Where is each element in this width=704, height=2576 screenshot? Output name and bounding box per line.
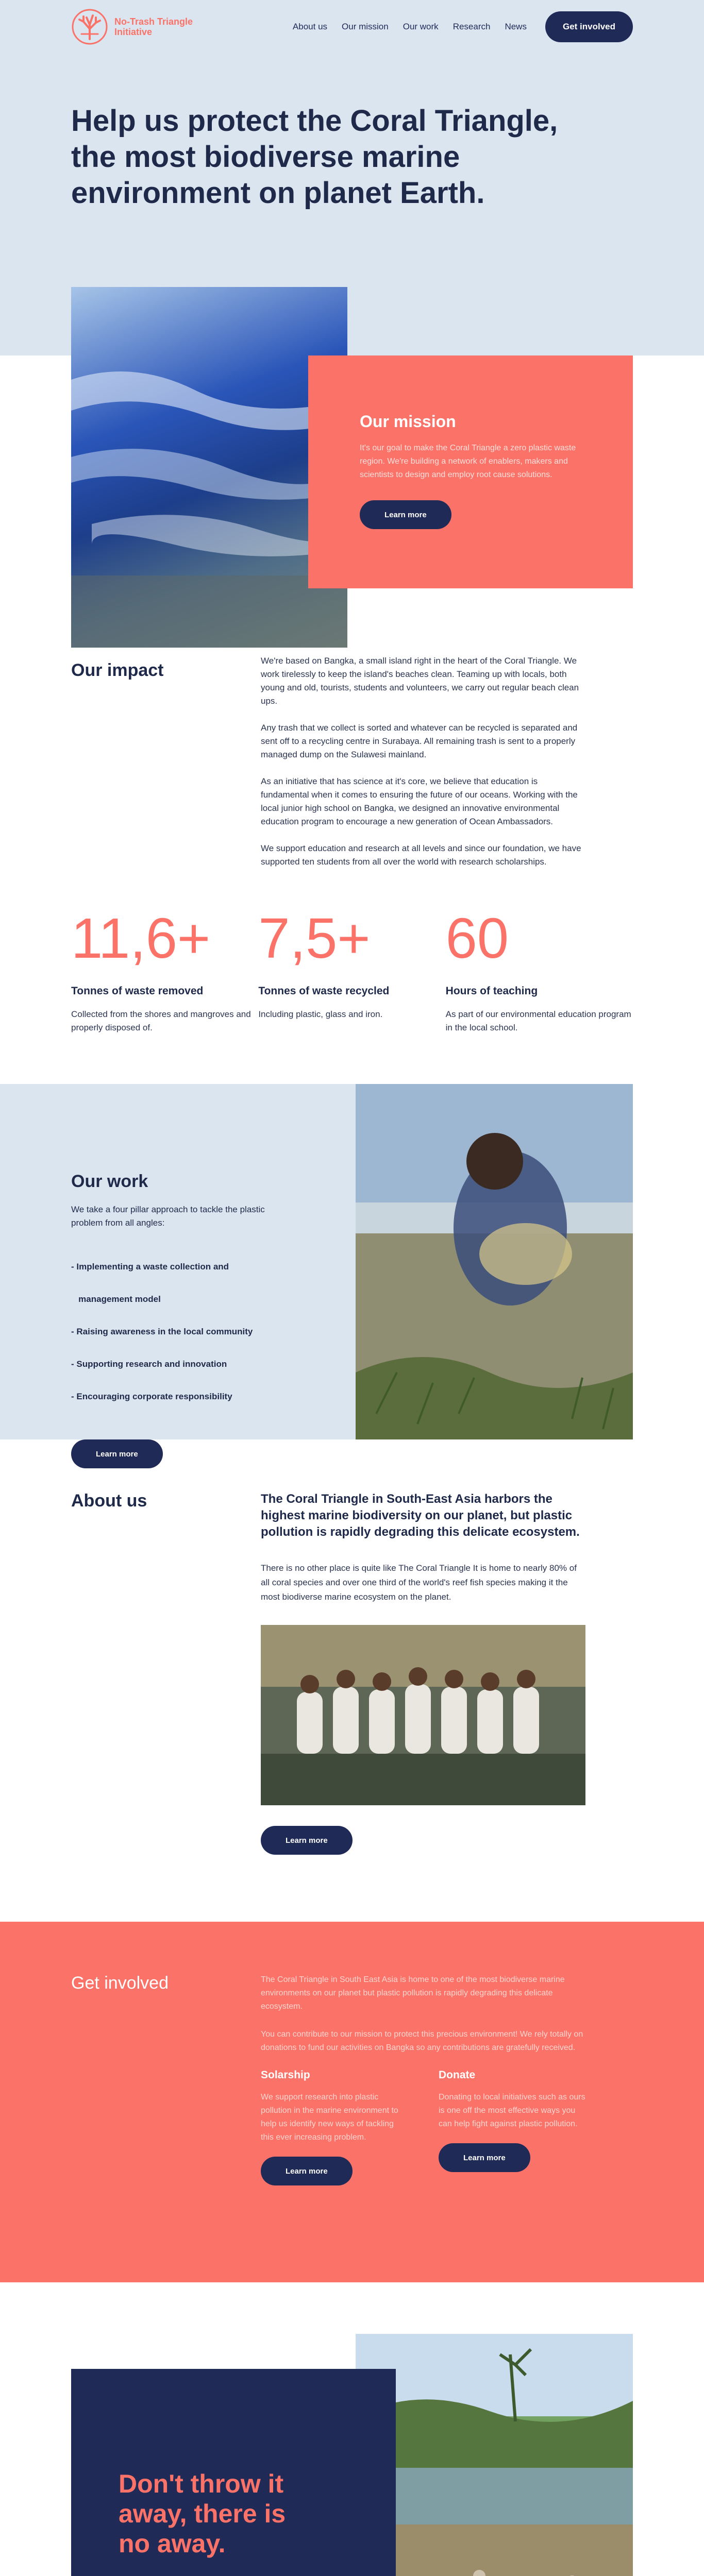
slogan-card xyxy=(71,2369,396,2576)
stat-title: Tonnes of waste removed xyxy=(71,985,204,997)
stat-title: Tonnes of waste recycled xyxy=(258,985,390,997)
impact-paragraph: We support education and research at all levels and since our foundation, we have supported ten students from all over the world with research scholarships. xyxy=(261,843,581,867)
get-involved-button[interactable]: Get involved xyxy=(545,11,633,42)
stat-number: 7,5+ xyxy=(258,907,371,970)
mission-photo-waves xyxy=(71,287,347,648)
about-body: There is no other place is quite like The Coral Triangle It is home to nearly 80% of all coral species and over one third of the world's reef fish species making it the most biodiverse marine ecosystem on the planet. xyxy=(261,1563,577,1602)
stat-number: 11,6+ xyxy=(71,907,211,970)
pillar-item: management model xyxy=(71,1294,161,1304)
donate-card xyxy=(439,2069,585,2185)
mission-title: Our mission xyxy=(360,412,456,431)
coral-logo-icon xyxy=(71,8,108,45)
mission-section xyxy=(0,355,704,654)
nav-links xyxy=(293,22,527,32)
about-section xyxy=(0,1439,704,1855)
stat-description: Collected from the shores and mangroves and properly disposed of. xyxy=(71,1009,251,1032)
impact-paragraph: Any trash that we collect is sorted and whatever can be recycled is separated and sent off to a recycling centre in Surabaya. All remaining trash is sent to a properly managed dump on the Sulawesi mainland. xyxy=(261,723,578,759)
get-involved-title: Get involved xyxy=(71,1973,169,1993)
stat-hours-teaching xyxy=(446,908,633,1035)
impact-section xyxy=(0,654,704,882)
solarship-card xyxy=(261,2069,408,2185)
stat-waste-recycled xyxy=(258,908,445,1035)
donate-text: Donating to local initiatives such as ours is one off the most effective ways you can help fight against plastic pollution. xyxy=(439,2093,585,2128)
stat-title: Hours of teaching xyxy=(445,985,538,997)
donate-learn-more-button[interactable]: Learn more xyxy=(439,2143,530,2172)
stat-number: 60 xyxy=(445,907,509,970)
pillar-item: - Implementing a waste collection and xyxy=(71,1262,229,1272)
our-work-photo-beach-cleanup xyxy=(356,1084,633,1439)
about-title: About us xyxy=(71,1491,147,1511)
get-involved-content xyxy=(261,1973,585,2282)
mission-text: It's our goal to make the Coral Triangle a zero plastic waste region. We're building a network of enablers, makers and scientists to design and employ root cause solutions. xyxy=(360,444,576,479)
slogan-section xyxy=(0,2334,704,2576)
mission-card xyxy=(308,355,633,588)
mission-learn-more-button[interactable]: Learn more xyxy=(360,500,451,529)
get-involved-section xyxy=(0,1922,704,2282)
impact-text xyxy=(261,654,585,882)
get-involved-cards xyxy=(261,2069,585,2185)
impact-title: Our impact xyxy=(71,660,164,680)
hero-title: Help us protect the Coral Triangle, the most biodiverse marine environment on planet Earth. xyxy=(71,104,558,210)
our-work-content xyxy=(71,1172,298,1468)
our-work-learn-more-button[interactable]: Learn more xyxy=(71,1439,163,1468)
nav-link-about-us[interactable]: About us xyxy=(292,22,328,31)
top-navigation xyxy=(71,11,633,42)
nav-link-our-work[interactable]: Our work xyxy=(403,22,439,31)
solarship-title: Solarship xyxy=(261,2069,310,2081)
about-content xyxy=(261,1491,585,1855)
impact-stats xyxy=(0,908,704,1035)
logo-line-1: No-Trash Triangle xyxy=(114,16,193,27)
pillar-list xyxy=(71,1241,298,1422)
pillar-item: - Raising awareness in the local community xyxy=(71,1327,253,1336)
nav-link-research[interactable]: Research xyxy=(452,22,491,31)
stat-description: Including plastic, glass and iron. xyxy=(258,1009,383,1019)
donate-title: Donate xyxy=(439,2069,476,2081)
about-learn-more-button[interactable]: Learn more xyxy=(261,1826,353,1855)
about-lead: The Coral Triangle in South-East Asia harbors the highest marine biodiversity on our planet, but plastic pollution is rapidly degrading this delicate ecosystem. xyxy=(261,1492,580,1539)
nav-link-our-mission[interactable]: Our mission xyxy=(342,22,389,31)
solarship-learn-more-button[interactable]: Learn more xyxy=(261,2157,353,2185)
get-involved-text: You can contribute to our mission to protect this precious environment! We rely totally on donations to fund our activities on Bangka so any contributions are gratefully received. xyxy=(261,2030,583,2052)
impact-paragraph: As an initiative that has science at it's core, we believe that education is fundamental when it comes to ensuring the future of our oceans. Working with the local junior high school on Bangka, we designed an innovative environmental education program to encourage a new generation of Ocean Ambassadors. xyxy=(261,776,578,826)
pillar-item: - Encouraging corporate responsibility xyxy=(71,1392,232,1401)
our-work-section xyxy=(0,1084,704,1459)
stat-waste-removed xyxy=(71,908,258,1035)
logo-line-2: Initiative xyxy=(114,27,153,37)
our-work-intro: We take a four pillar approach to tackle the plastic problem from all angles: xyxy=(71,1205,265,1228)
slogan-photo-polluted-beach xyxy=(356,2334,633,2576)
pillar-item: - Supporting research and innovation xyxy=(71,1359,227,1369)
team-photo xyxy=(261,1625,585,1805)
slogan-text: Don't throw it away, there is no away. xyxy=(119,2469,286,2558)
nav-link-news[interactable]: News xyxy=(505,22,527,31)
impact-paragraph: We're based on Bangka, a small island right in the heart of the Coral Triangle. We work tirelessly to keep the island's beaches clean. Teaming up with locals, both young and old, tourists, students and volunteers, we carry out regular beach clean ups. xyxy=(261,656,579,706)
get-involved-text: The Coral Triangle in South East Asia is home to one of the most biodiverse marine environments on our planet but plastic pollution is rapidly degrading this delicate ecosystem. xyxy=(261,1975,565,2011)
stat-description: As part of our environmental education program in the local school. xyxy=(445,1009,631,1032)
solarship-text: We support research into plastic pollution in the marine environment to help us identify new ways of tackling this ever increasing problem. xyxy=(261,2093,398,2142)
site-logo[interactable] xyxy=(71,8,193,45)
our-work-title: Our work xyxy=(71,1172,148,1191)
